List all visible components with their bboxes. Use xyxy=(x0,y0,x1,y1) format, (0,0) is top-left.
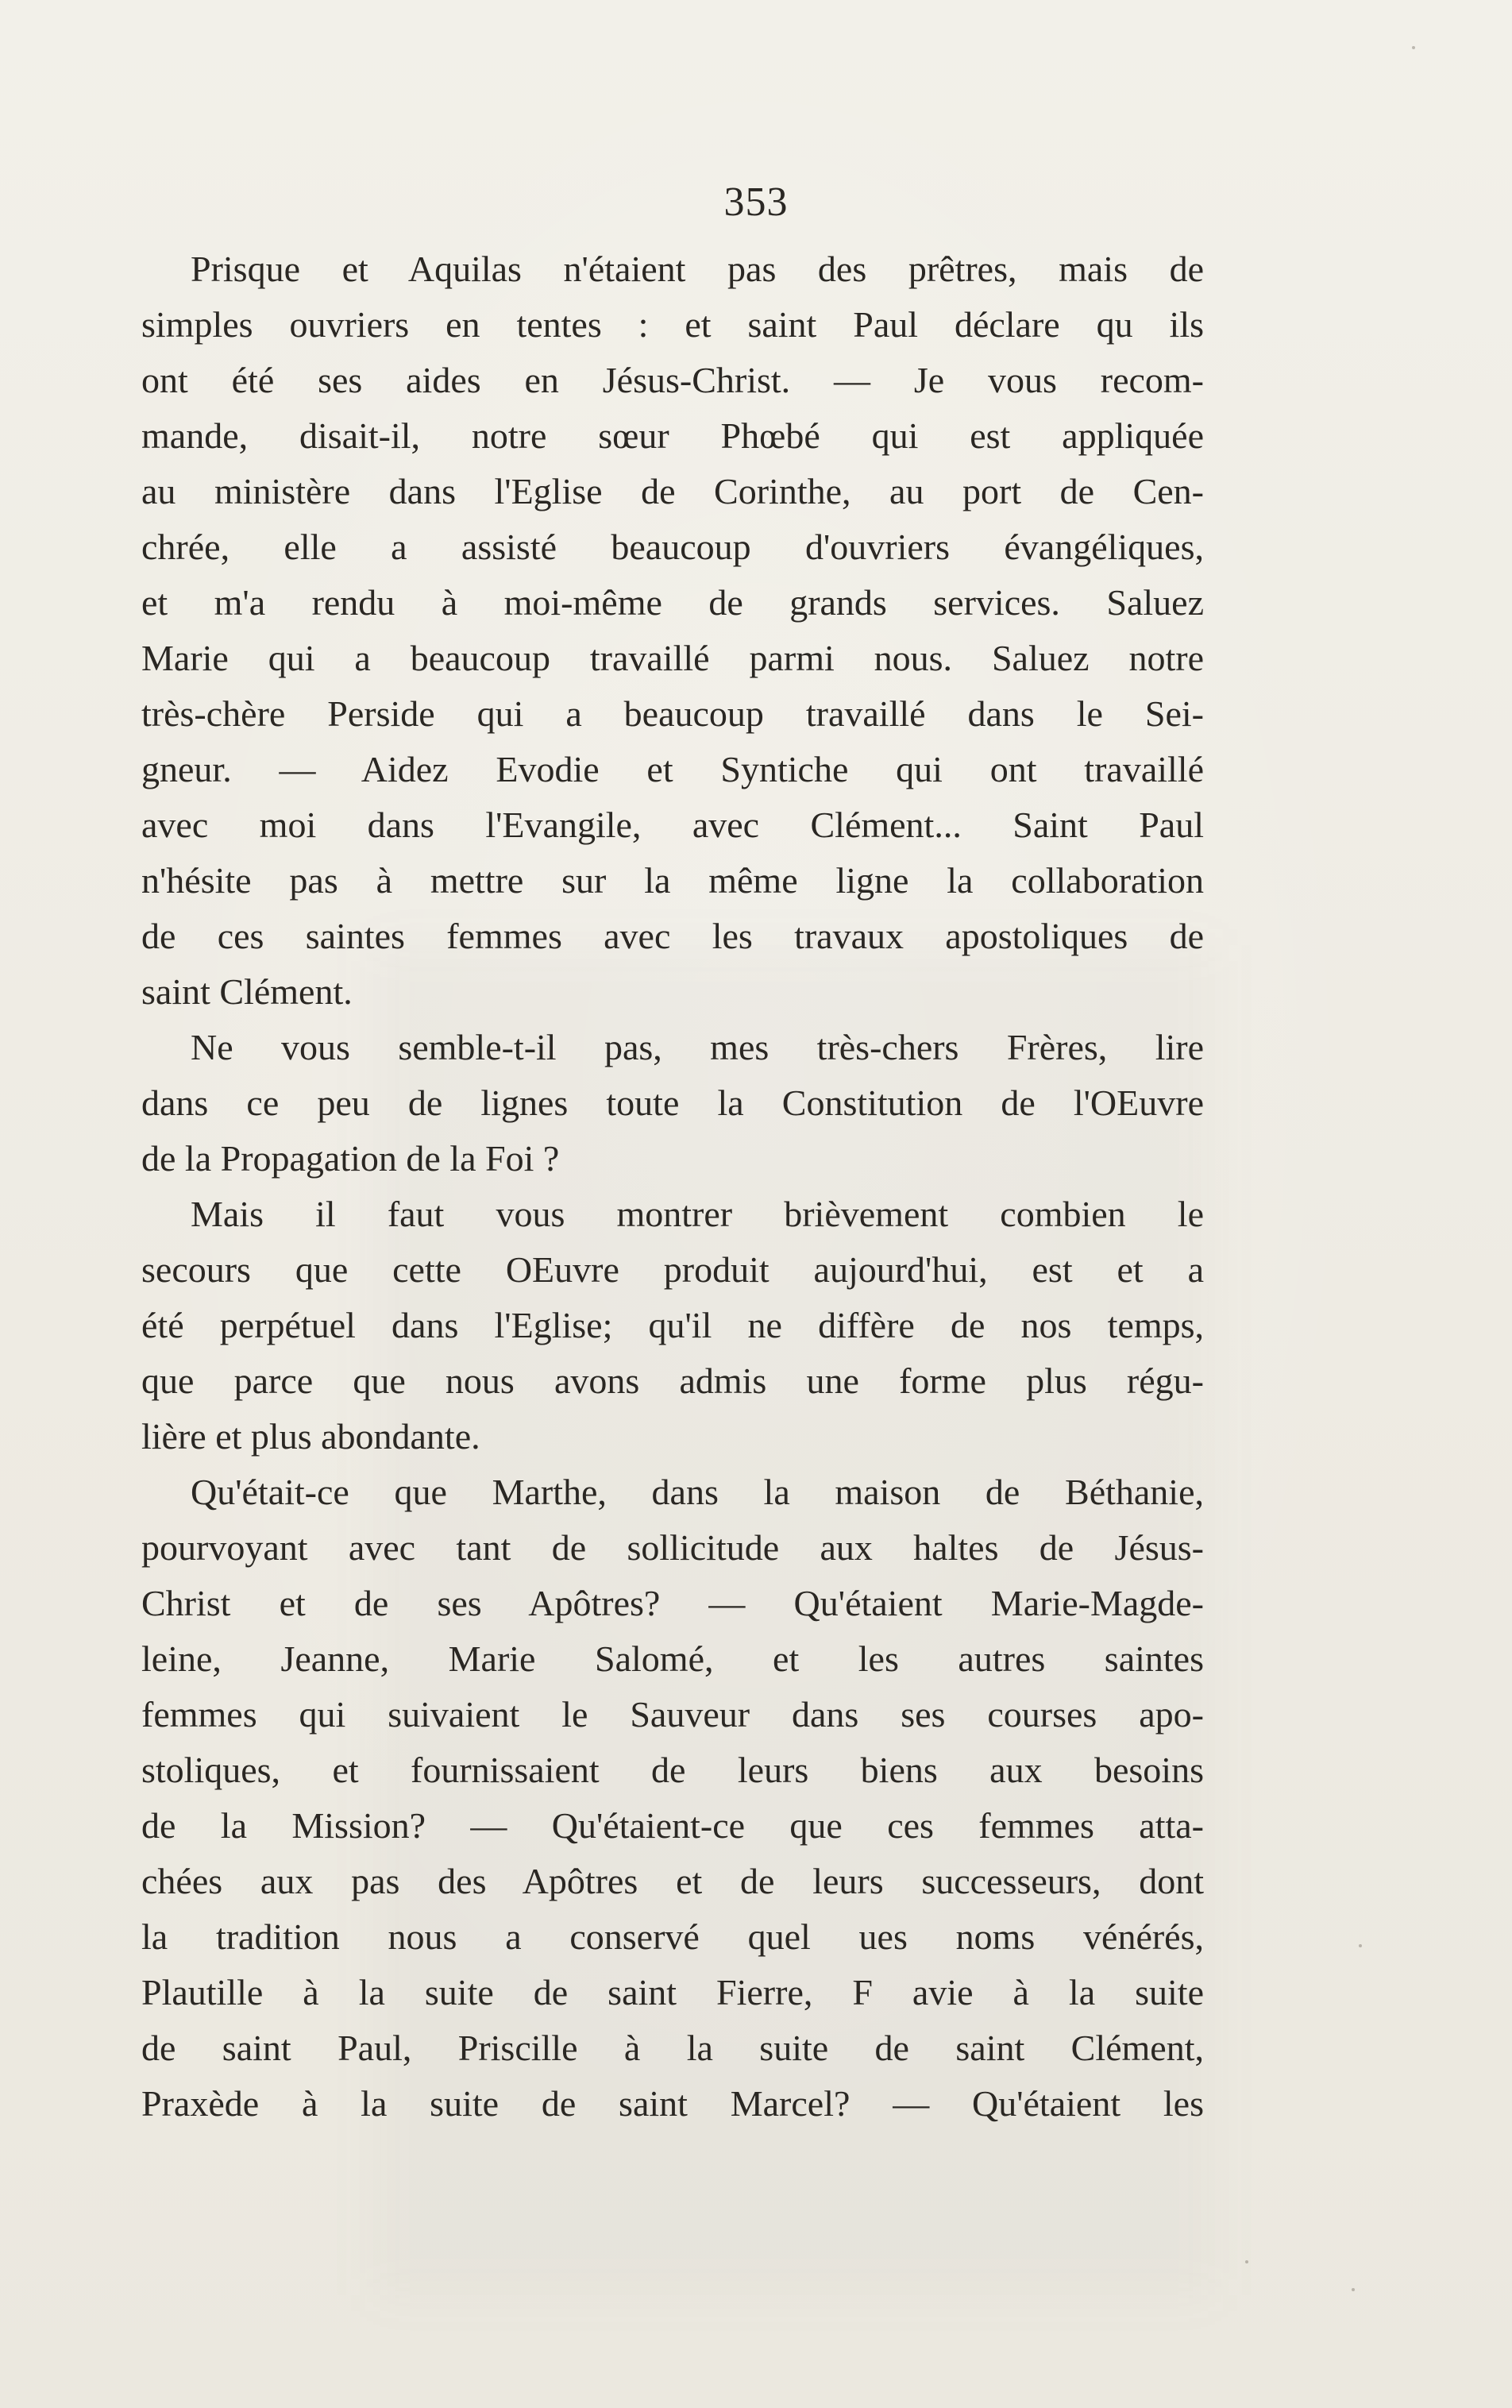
text-line: Mais il faut vous montrer brièvement combien le xyxy=(191,1194,1204,1234)
text-line: n'hésite pas à mettre sur la même ligne la collaboration xyxy=(141,860,1204,901)
text-line: et m'a rendu à moi-même de grands services. Saluez xyxy=(141,582,1204,623)
text-line: Ne vous semble-t-il pas, mes très-chers Frères, lire xyxy=(191,1027,1204,1067)
text-line: Praxède à la suite de saint Marcel? — Qu'étaient les xyxy=(141,2083,1204,2124)
text-line: de la Mission? — Qu'étaient-ce que ces femmes atta- xyxy=(141,1805,1204,1846)
text-line: Prisque et Aquilas n'étaient pas des prêtres, mais de xyxy=(191,249,1204,289)
text-line: de la Propagation de la Foi ? xyxy=(141,1138,560,1179)
text-line: Qu'était-ce que Marthe, dans la maison de Béthanie, xyxy=(191,1472,1204,1512)
text-line: été perpétuel dans l'Eglise; qu'il ne diffère de nos temps, xyxy=(141,1305,1204,1345)
text-line: gneur. — Aidez Evodie et Syntiche qui ont travaillé xyxy=(141,749,1204,789)
paper-speck xyxy=(1412,46,1415,49)
text-line: leine, Jeanne, Marie Salomé, et les autres saintes xyxy=(141,1638,1204,1679)
text-line: avec moi dans l'Evangile, avec Clément... Saint Paul xyxy=(141,805,1204,845)
text-line: pourvoyant avec tant de sollicitude aux haltes de Jésus- xyxy=(141,1527,1204,1568)
text-line: Plautille à la suite de saint Fierre, F avie à la suite xyxy=(141,1972,1204,2012)
text-line: que parce que nous avons admis une forme plus régu- xyxy=(141,1360,1204,1401)
text-line: très-chère Perside qui a beaucoup travaillé dans le Sei- xyxy=(141,693,1204,734)
paper-speck xyxy=(1245,2260,1248,2263)
text-line: secours que cette OEuvre produit aujourd'hui, est et a xyxy=(141,1249,1204,1290)
text-line: femmes qui suivaient le Sauveur dans ses courses apo- xyxy=(141,1694,1204,1735)
text-line: Christ et de ses Apôtres? — Qu'étaient Marie-Magde- xyxy=(141,1583,1204,1623)
text-line: la tradition nous a conservé quel ues noms vénérés, xyxy=(141,1916,1204,1957)
text-line: de ces saintes femmes avec les travaux apostoliques de xyxy=(141,916,1204,956)
text-line: dans ce peu de lignes toute la Constitution de l'OEuvre xyxy=(141,1082,1204,1123)
text-line: de saint Paul, Priscille à la suite de saint Clément, xyxy=(141,2028,1204,2068)
text-line: saint Clément. xyxy=(141,971,353,1012)
text-line: Marie qui a beaucoup travaillé parmi nous. Saluez notre xyxy=(141,638,1204,678)
paper-speck xyxy=(1359,1944,1362,1947)
text-line: ont été ses aides en Jésus-Christ. — Je vous recom- xyxy=(141,360,1204,400)
text-line: chrée, elle a assisté beaucoup d'ouvriers évangéliques, xyxy=(141,527,1204,567)
paper-speck xyxy=(1352,2288,1355,2291)
text-line: mande, disait-il, notre sœur Phœbé qui est appliquée xyxy=(141,415,1204,456)
text-line: chées aux pas des Apôtres et de leurs successeurs, dont xyxy=(141,1861,1204,1901)
text-line: lière et plus abondante. xyxy=(141,1416,480,1457)
body-text xyxy=(141,241,1204,2132)
text-line: stoliques, et fournissaient de leurs biens aux besoins xyxy=(141,1750,1204,1790)
text-line: au ministère dans l'Eglise de Corinthe, au port de Cen- xyxy=(141,471,1204,511)
page-number: 353 xyxy=(723,179,789,225)
text-line: simples ouvriers en tentes : et saint Paul déclare qu ils xyxy=(141,304,1204,345)
